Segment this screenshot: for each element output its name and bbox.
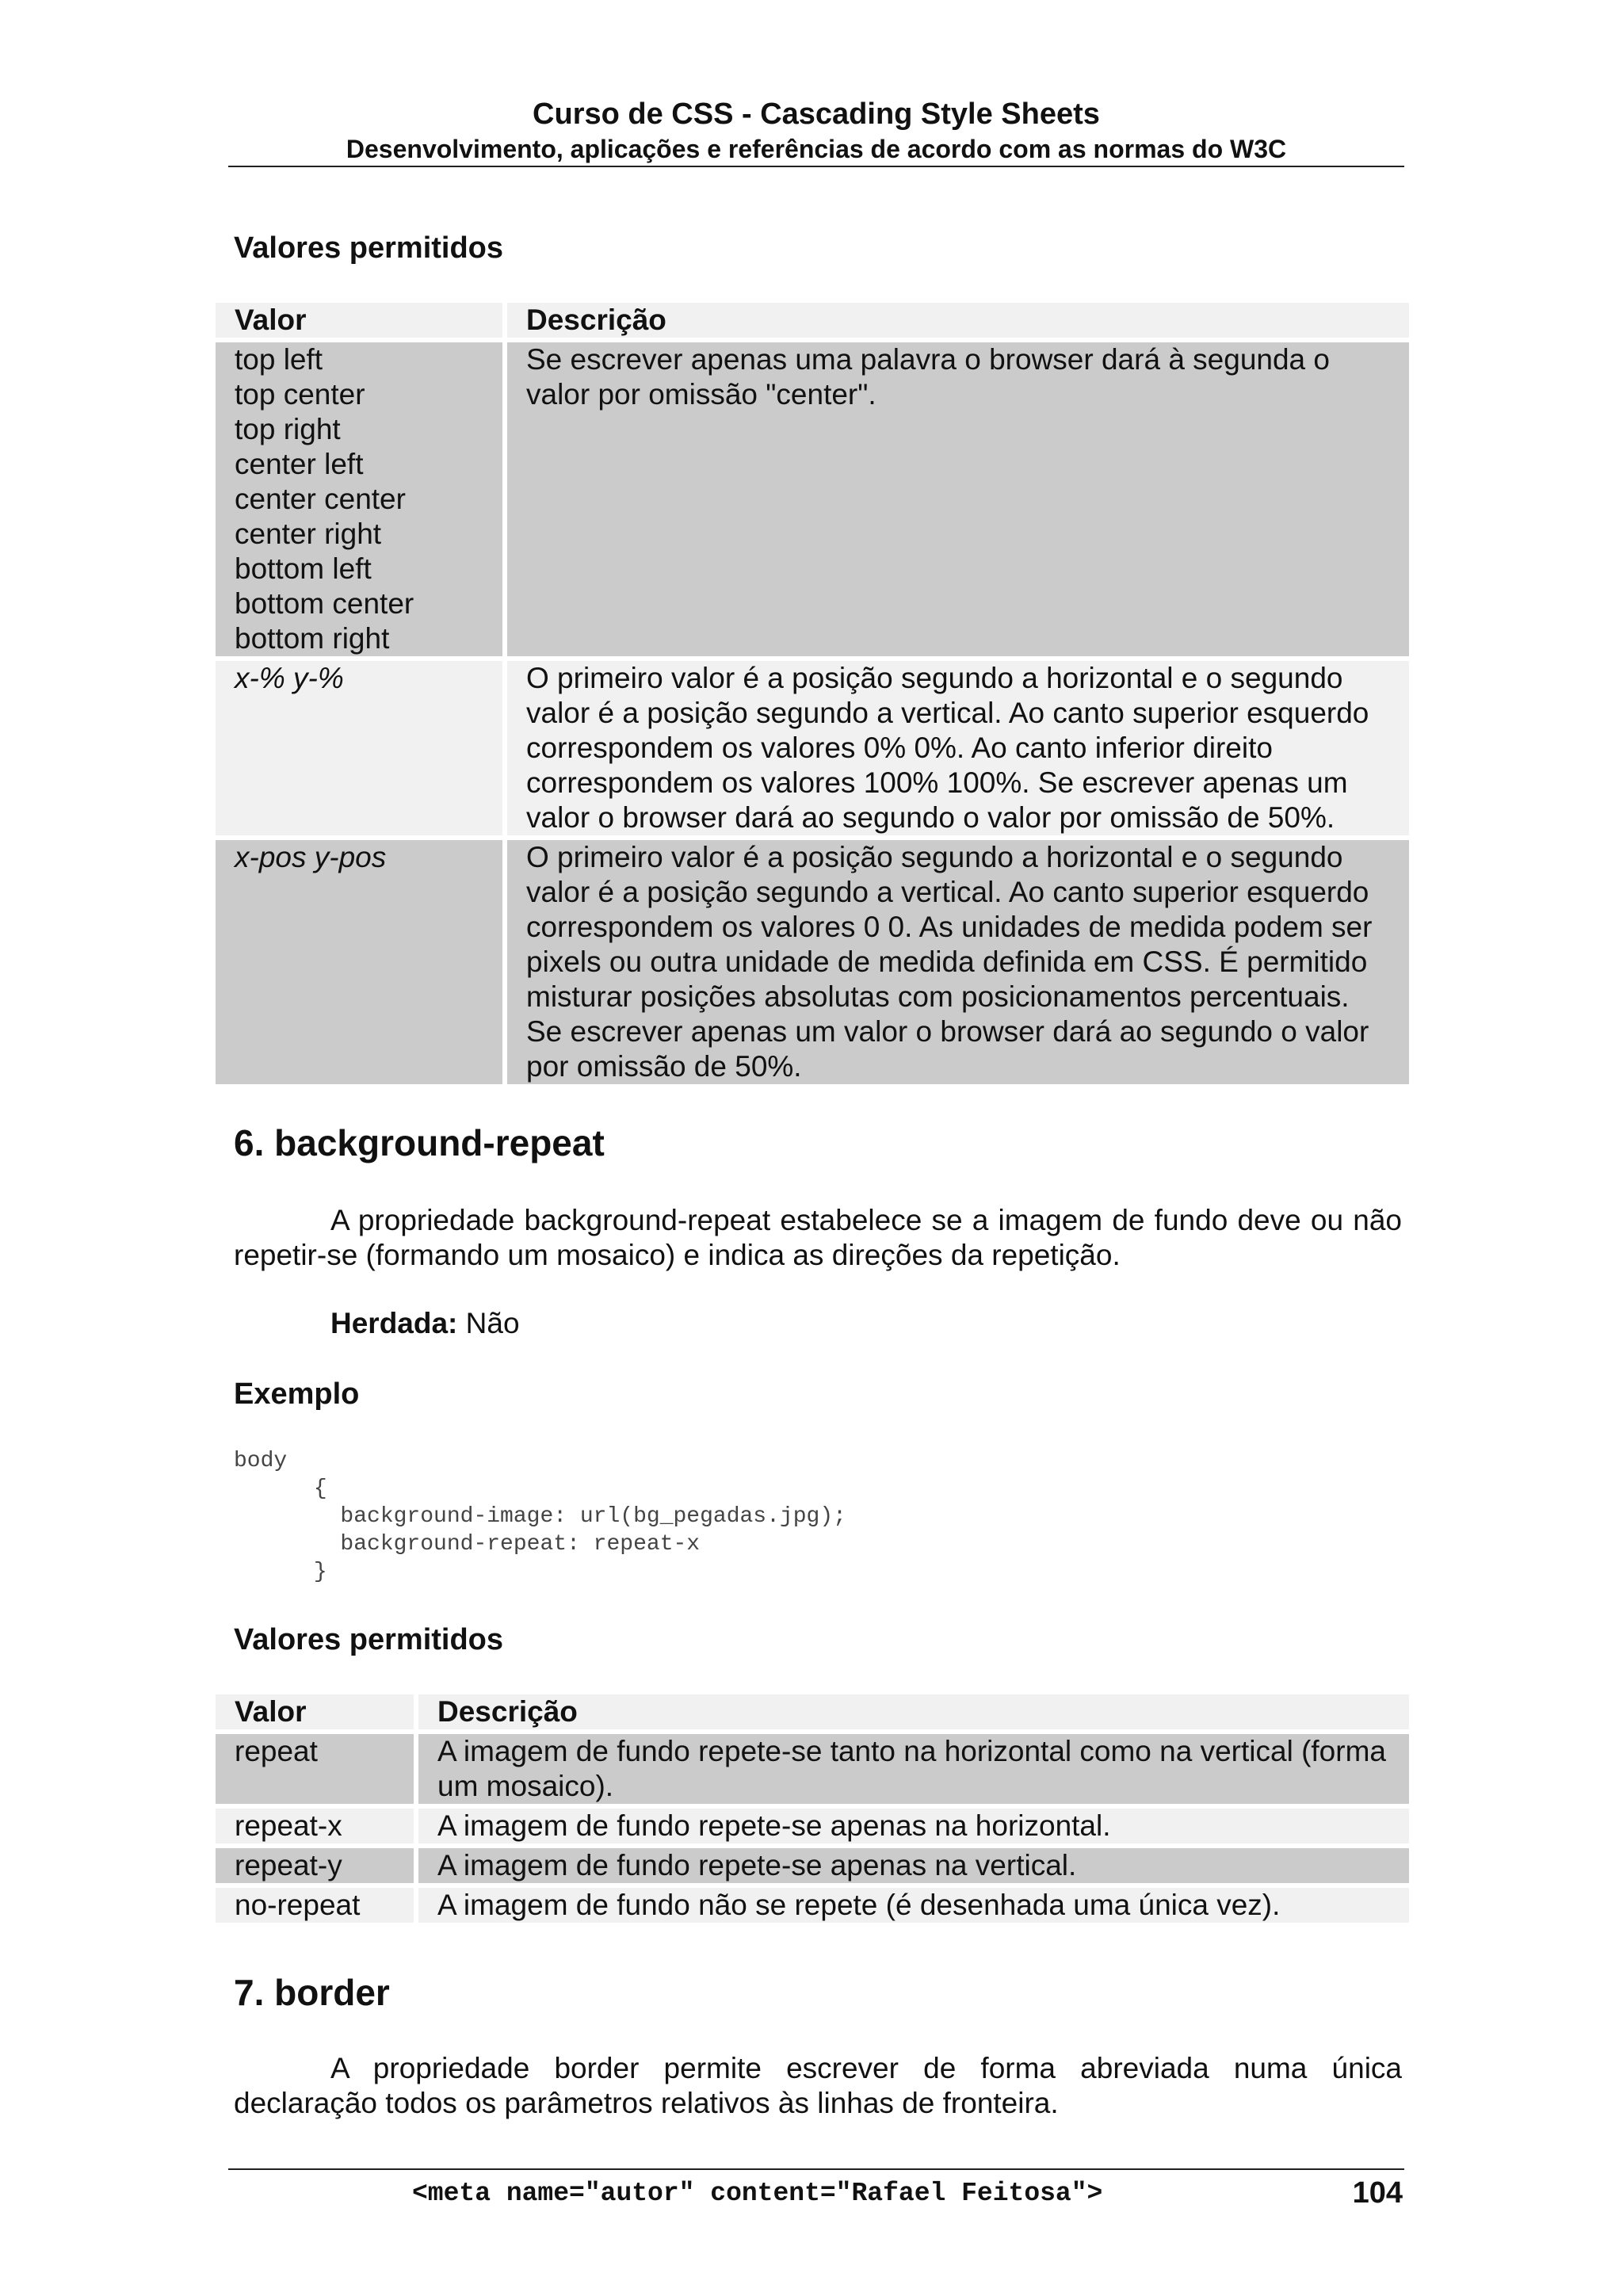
table-row [216,342,1409,656]
values-heading: Valores permitidos [234,1623,504,1656]
inherited-value: Não [465,1307,520,1339]
value-cell: x-% y-% [216,661,502,835]
column-header-description: Descrição [418,1694,1409,1729]
description-cell: A imagem de fundo repete-se apenas na horizontal. [418,1809,1409,1843]
table-row [216,1888,1409,1923]
table-row [216,840,1409,1084]
description-cell: O primeiro valor é a posição segundo a horizontal e o segundo valor é a posição segundo a vertical. Ao canto superior esquerdo correspondem os valores 0 0. As unidades de medida podem ser pixels ou outra unidade de medida definida em CSS. É permitido misturar posições absolutas com posicionamentos percentuais. Se escrever apenas um valor o browser dará ao segundo o valor por omissão de 50%. [507,840,1409,1084]
page-number: 104 [1352,2176,1403,2210]
values-heading: Valores permitidos [234,231,504,265]
value-cell: repeat-y [216,1848,414,1883]
section-heading-background-repeat: 6. background-repeat [234,1122,605,1163]
header-rule [228,166,1404,167]
page-header [228,95,1404,165]
footer-meta-text: <meta name="autor" content="Rafael Feitosa"> [412,2179,1103,2208]
value-cell: repeat [216,1734,414,1804]
section-paragraph: A propriedade background-repeat estabelece se a imagem de fundo deve ou não repetir-se (formando um mosaico) e indica as direções da repetição. [234,1204,1402,1271]
description-cell: A imagem de fundo repete-se tanto na horizontal como na vertical (forma um mosaico). [418,1734,1409,1804]
column-header-description: Descrição [507,303,1409,338]
table-row [216,1734,1409,1804]
document-subtitle: Desenvolvimento, aplicações e referências de acordo com as normas do W3C [346,135,1287,163]
document-title: Curso de CSS - Cascading Style Sheets [533,97,1100,131]
section-paragraph: A propriedade border permite escrever de forma abreviada numa única declaração todos os parâmetros relativos às linhas de fronteira. [234,2052,1402,2119]
footer-rule [228,2168,1404,2170]
table-row [216,1848,1409,1883]
inherited-label: Herdada: [330,1307,458,1339]
column-header-value: Valor [216,303,502,338]
code-example: body { background-image: url(bg_pegadas.jpg); background-repeat: repeat-x } [234,1449,846,1584]
value-cell: no-repeat [216,1888,414,1923]
position-values-table [211,298,1414,1089]
column-header-value: Valor [216,1694,414,1729]
description-cell: A imagem de fundo repete-se apenas na vertical. [418,1848,1409,1883]
table-header-row [216,1694,1409,1729]
table-row [216,1809,1409,1843]
value-cell: x-pos y-pos [216,840,502,1084]
value-cell: top left top center top right center left center center center right bottom left bottom center bottom right [216,342,502,656]
table-row [216,661,1409,835]
description-cell: Se escrever apenas uma palavra o browser dará à segunda o valor por omissão "center". [507,342,1409,656]
example-heading: Exemplo [234,1377,360,1411]
table-header-row [216,303,1409,338]
inherited-line [330,1306,520,1341]
description-cell: A imagem de fundo não se repete (é desenhada uma única vez). [418,1888,1409,1923]
repeat-values-table [211,1690,1414,1927]
value-cell: repeat-x [216,1809,414,1843]
section-heading-border: 7. border [234,1972,390,2013]
description-cell: O primeiro valor é a posição segundo a horizontal e o segundo valor é a posição segundo a vertical. Ao canto superior esquerdo correspondem os valores 0% 0%. Ao canto inferior direito correspondem os valores 100% 100%. Se escrever apenas um valor o browser dará ao segundo o valor por omissão de 50%. [507,661,1409,835]
